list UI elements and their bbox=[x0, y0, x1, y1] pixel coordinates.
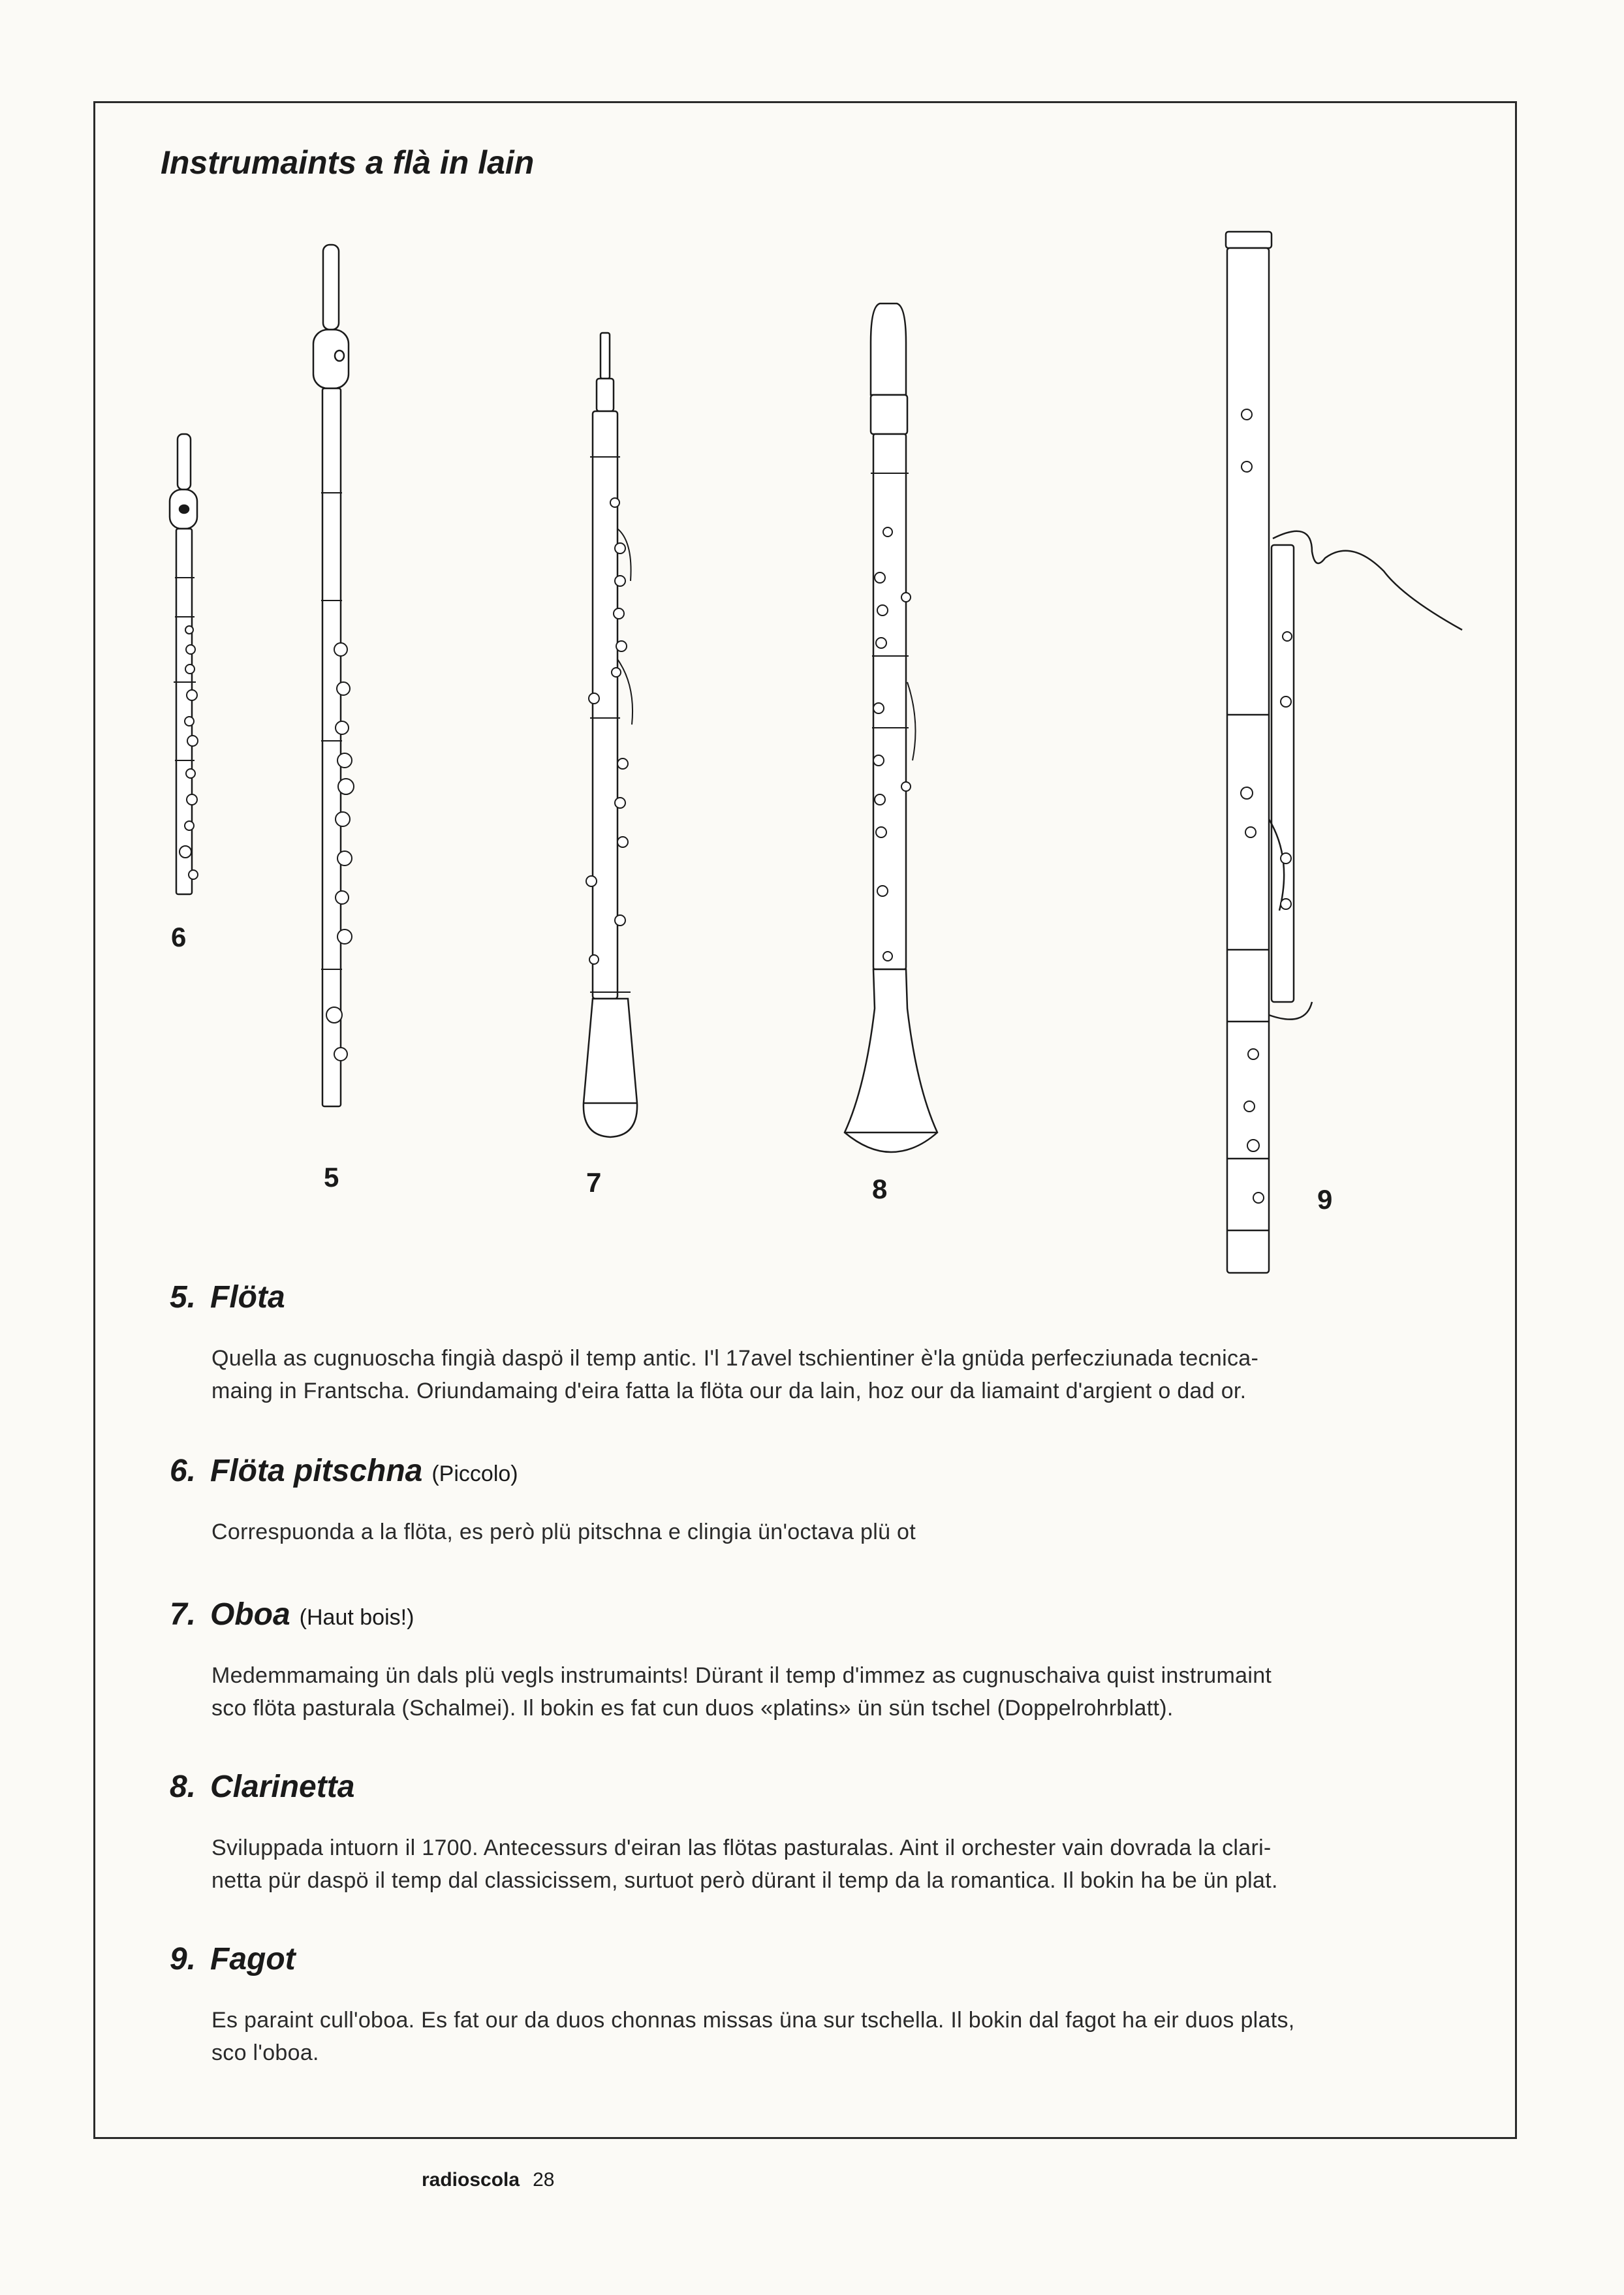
piccolo-icon bbox=[163, 434, 209, 904]
page-title: Instrumaints a flà in lain bbox=[161, 144, 535, 181]
page-footer bbox=[422, 2169, 554, 2191]
section-body bbox=[211, 1342, 1452, 1407]
clarinet-icon bbox=[842, 304, 940, 1152]
section-title bbox=[210, 1941, 296, 1977]
body-line: Quella as cugnuoscha fingià daspö il temp antic. I'l 17avel tschientiner è'la gnüda perfecziunada tecnica- bbox=[211, 1346, 1259, 1371]
body-line: sco flöta pasturala (Schalmei). Il bokin es fat cun duos «platins» ün sün tschel (Doppelrohrblatt). bbox=[211, 1696, 1174, 1721]
section-title-text: Fagot bbox=[210, 1942, 296, 1976]
section-clarinet bbox=[163, 1769, 1482, 1897]
body-line: maing in Frantscha. Oriundamaing d'eira fatta la flöta our da lain, hoz our da liamaint d'argient o dad or. bbox=[211, 1379, 1247, 1403]
section-piccolo bbox=[163, 1453, 1482, 1548]
section-title-text: Flöta pitschna bbox=[210, 1454, 423, 1488]
section-title bbox=[210, 1769, 354, 1805]
figure-number-9: 9 bbox=[1317, 1184, 1333, 1215]
section-flute bbox=[163, 1279, 1482, 1407]
section-subtitle: (Piccolo) bbox=[431, 1461, 518, 1486]
section-number: 6. bbox=[169, 1454, 196, 1488]
section-title-text: Flöta bbox=[210, 1280, 285, 1315]
section-body bbox=[211, 1832, 1452, 1897]
body-line: netta pür daspö il temp dal classicissem, surtuot però dürant il temp da la romantica. Il bokin ha be ün plat. bbox=[211, 1868, 1278, 1893]
bassoon-icon bbox=[1214, 232, 1475, 1276]
section-bassoon bbox=[163, 1941, 1482, 2069]
section-title-text: Clarinetta bbox=[210, 1770, 355, 1804]
publication-name: radioscola bbox=[422, 2169, 520, 2191]
body-line: Correspuonda a la flöta, es però plü pitschna e clingia ün'octava plü ot bbox=[211, 1520, 916, 1544]
section-body bbox=[211, 1659, 1452, 1725]
section-subtitle: (Haut bois!) bbox=[299, 1605, 414, 1630]
figure-number-7: 7 bbox=[586, 1167, 602, 1198]
figure-number-5: 5 bbox=[324, 1162, 339, 1193]
oboe-icon bbox=[568, 333, 653, 1142]
section-body bbox=[211, 1516, 1452, 1548]
section-title bbox=[210, 1453, 518, 1489]
section-title bbox=[210, 1597, 414, 1632]
body-line: Medemmamaing ün dals plü vegls instrumaints! Dürant il temp d'immez as cugnuschaiva quist instrumaint bbox=[211, 1663, 1272, 1688]
figure-number-8: 8 bbox=[872, 1174, 888, 1204]
page-number: 28 bbox=[533, 2169, 555, 2191]
figure-number-6: 6 bbox=[171, 922, 187, 952]
section-number: 5. bbox=[169, 1280, 196, 1315]
section-oboe bbox=[163, 1597, 1482, 1725]
section-body bbox=[211, 2004, 1452, 2069]
section-title bbox=[210, 1279, 285, 1315]
body-line: Es paraint cull'oboa. Es fat our da duos chonnas missas üna sur tschella. Il bokin dal fagot ha eir duos plats, bbox=[211, 2008, 1295, 2033]
section-number: 9. bbox=[169, 1942, 196, 1976]
body-line: sco l'oboa. bbox=[211, 2040, 319, 2065]
body-line: Sviluppada intuorn il 1700. Antecessurs d'eiran las flötas pasturalas. Aint il orchester vain dovrada la clari- bbox=[211, 1835, 1272, 1860]
section-title-text: Oboa bbox=[210, 1597, 290, 1632]
section-number: 8. bbox=[169, 1770, 196, 1804]
flute-icon bbox=[307, 245, 366, 1113]
section-number: 7. bbox=[169, 1597, 196, 1632]
